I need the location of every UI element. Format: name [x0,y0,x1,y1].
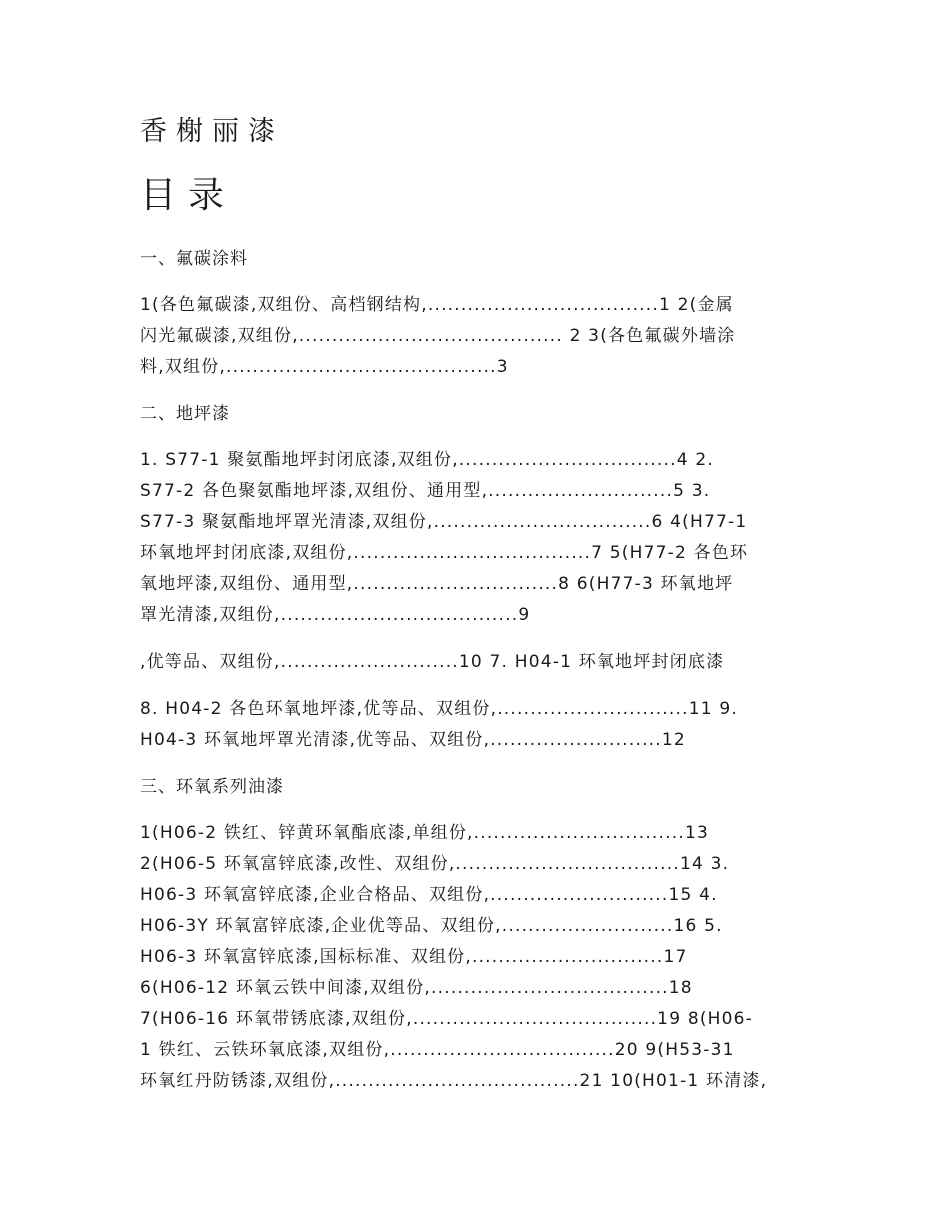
toc-line: 罩光清漆,双组份,....................................9 [140,605,531,625]
toc-line: 2(H06-5 环氧富锌底漆,改性、双组份,..................................14 3. [140,854,730,874]
toc-paragraph [140,694,810,756]
toc-line: H06-3 环氧富锌底漆,国标标准、双组份,.............................17 [140,947,688,967]
brand-title: 香榭丽漆 [140,116,284,147]
toc-paragraph [140,290,810,383]
toc-line: ,优等品、双组份,...........................10 7. H04-1 环氧地坪封闭底漆 [140,652,725,672]
toc-line: H06-3 环氧富锌底漆,企业合格品、双组份,...........................15 4. [140,885,718,905]
toc-line: 1(H06-2 铁红、锌黄环氧酯底漆,单组份,................................13 [140,823,709,843]
toc-line: H06-3Y 环氧富锌底漆,企业优等品、双组份,..........................16 5. [140,916,723,936]
toc-line: 氧地坪漆,双组份、通用型,...............................8 6(H77-3 环氧地坪 [140,574,734,594]
toc-paragraph [140,818,810,1097]
toc-line: 8. H04-2 各色环氧地坪漆,优等品、双组份,.............................11 9. [140,699,738,719]
section-heading: 二、地坪漆 [140,404,230,424]
toc-line: 环氧地坪封闭底漆,双组份,....................................7 5(H77-2 各色环 [140,543,749,563]
toc-paragraph [140,445,810,631]
toc-line: S77-3 聚氨酯地坪罩光清漆,双组份,.................................6 4(H77-1 [140,512,748,532]
section-heading: 三、环氧系列油漆 [140,777,284,797]
toc-line: 1(各色氟碳漆,双组份、高档钢结构,...................................1 2(金属 [140,295,734,315]
toc-content [140,112,810,1113]
section-heading: 一、氟碳涂料 [140,249,248,269]
toc-line: 6(H06-12 环氧云铁中间漆,双组份,....................................18 [140,978,693,998]
toc-paragraph [140,647,810,678]
toc-title: 目录 [140,175,237,216]
toc-line: H04-3 环氧地坪罩光清漆,优等品、双组份,..........................12 [140,730,686,750]
toc-line: 7(H06-16 环氧带锈底漆,双组份,.....................................19 8(H06- [140,1009,754,1029]
toc-line: 1 铁红、云铁环氧底漆,双组份,..................................20 9(H53-31 [140,1040,735,1060]
toc-line: 料,双组份,.........................................3 [140,357,509,377]
toc-line: 环氧红丹防锈漆,双组份,.....................................21 10(H01-1 环清漆, [140,1071,768,1091]
toc-line: 1. S77-1 聚氨酯地坪封闭底漆,双组份,.................................4 2. [140,450,714,470]
toc-line: 闪光氟碳漆,双组份,........................................ 2 3(各色氟碳外墙涂 [140,326,736,346]
toc-line: S77-2 各色聚氨酯地坪漆,双组份、通用型,............................5 3. [140,481,711,501]
